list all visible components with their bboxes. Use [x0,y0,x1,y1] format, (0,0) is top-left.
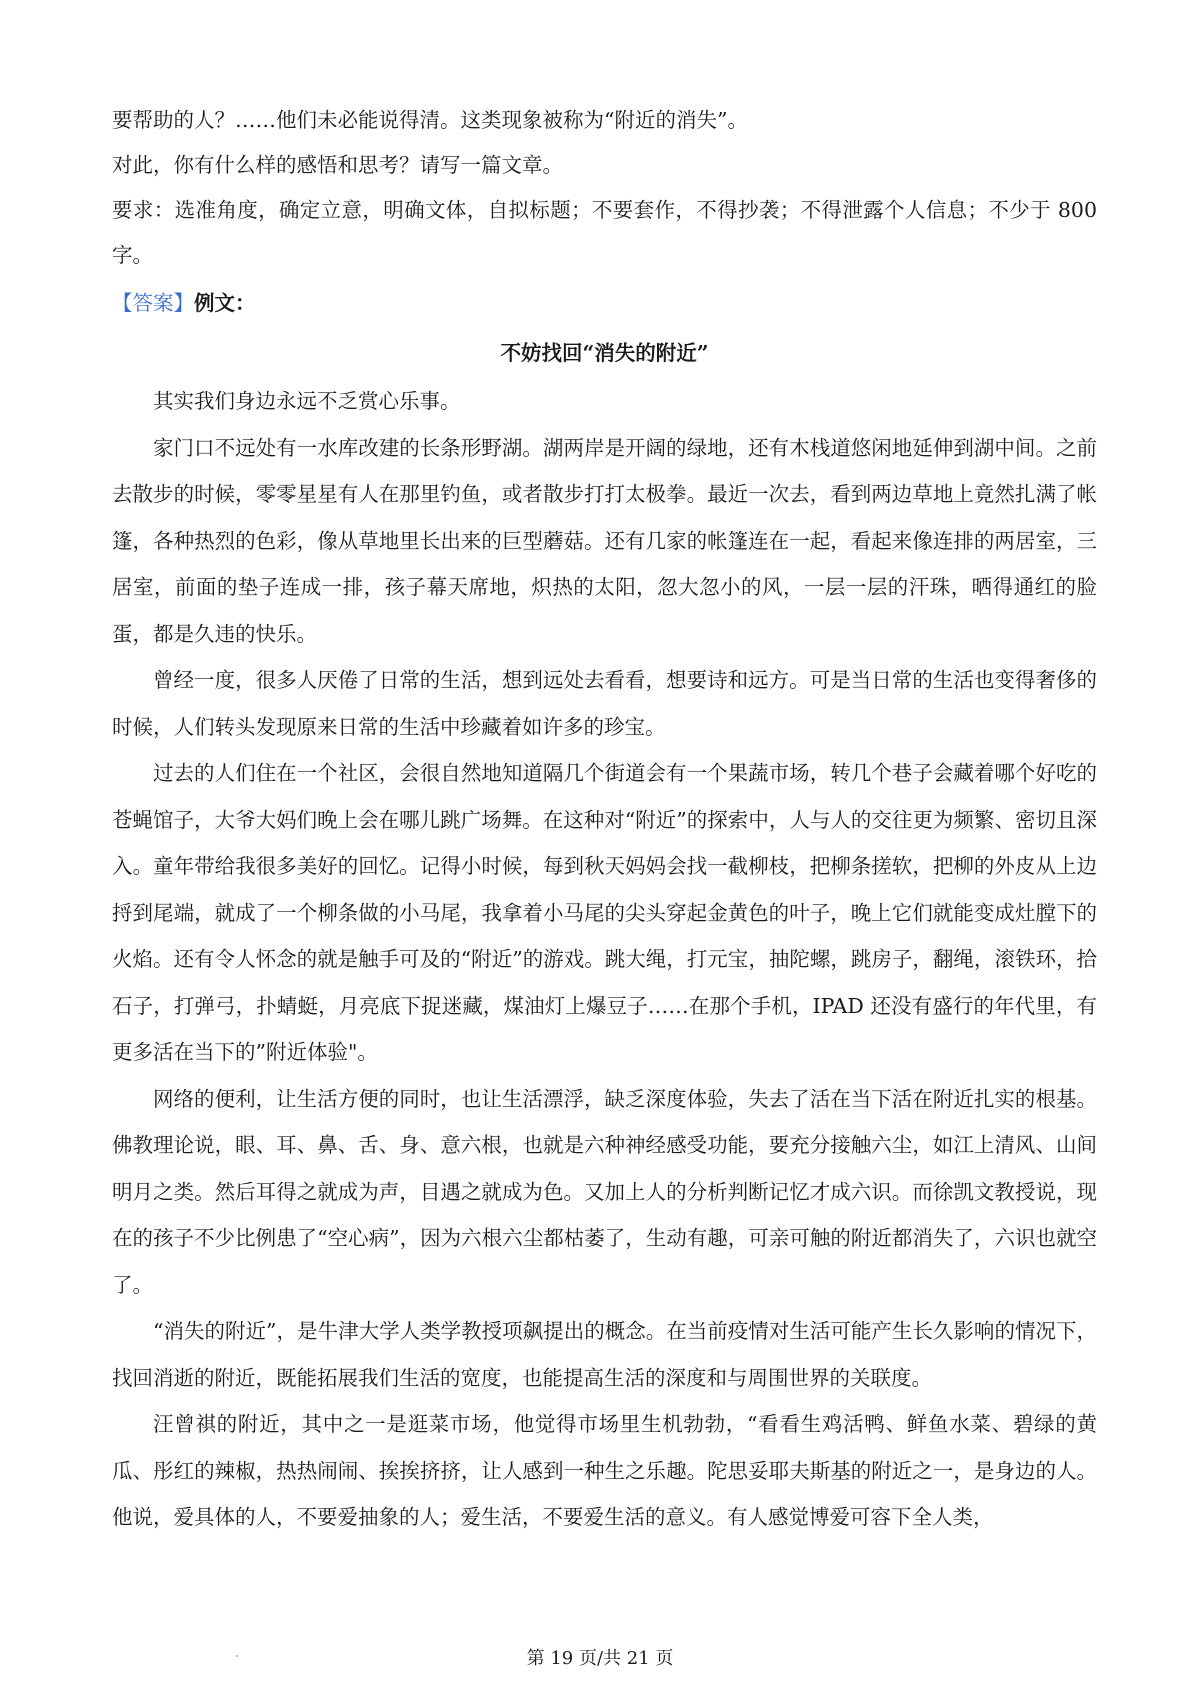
essay-paragraph-5: 网络的便利，让生活方便的同时，也让生活漂浮，缺乏深度体验，失去了活在当下活在附近扎实的根基。佛教理论说，眼、耳、鼻、舌、身、意六根，也就是六种神经感受功能，要充分接触六尘，如江上清风、山间明月之类。然后耳得之就成为声，目遇之就成为色。又加上人的分析判断记忆才成六识。而徐凯文教授说，现在的孩子不少比例患了“空心病”，因为六根六尘都枯萎了，生动有趣，可亲可触的附近都消失了，六识也就空了。 [112,1086,1097,1297]
essay-paragraph-1: 其实我们身边永远不乏赏心乐事。 [153,389,461,413]
prompt-requirements: 要求：选准角度，确定立意，明确文体，自拟标题；不要套作，不得抄袭；不得泄露个人信息；不少于 800 字。 [112,198,1097,267]
essay-paragraph-2: 家门口不远处有一水库改建的长条形野湖。湖两岸是开阔的绿地，还有木栈道悠闲地延伸到湖中间。之前去散步的时候，零零星星有人在那里钓鱼，或者散步打打太极拳。最近一次去，看到两边草地上竟然扎满了帐篷，各种热烈的色彩，像从草地里长出来的巨型蘑菇。还有几家的帐篷连在一起，看起来像连排的两居室，三居室，前面的垫子连成一排，孩子幕天席地，炽热的太阳，忽大忽小的风，一层一层的汗珠，晒得通红的脸蛋，都是久违的快乐。 [112,435,1097,646]
answer-heading [112,278,1097,328]
essay-paragraph-3: 曾经一度，很多人厌倦了日常的生活，想到远处去看看，想要诗和远方。可是当日常的生活也变得奢侈的时候，人们转头发现原来日常的生活中珍藏着如许多的珍宝。 [112,668,1097,739]
essay-paragraph-6: “消失的附近”，是牛津大学人类学教授项飙提出的概念。在当前疫情对生活可能产生长久影响的情况下，找回消逝的附近，既能拓展我们生活的宽度，也能提高生活的深度和与周围世界的关联度。 [112,1319,1097,1390]
page-content [112,98,1097,1541]
page-number: 第 19 页/共 21 页 [526,1648,674,1669]
prompt-line-2: 对此，你有什么样的感悟和思考？请写一篇文章。 [112,153,563,177]
essay-paragraph-4: 过去的人们住在一个社区，会很自然地知道隔几个街道会有一个果蔬市场，转几个巷子会藏着哪个好吃的苍蝇馆子，大爷大妈们晚上会在哪儿跳广场舞。在这种对“附近”的探索中，人与人的交往更为频繁、密切且深入。童年带给我很多美好的回忆。记得小时候，每到秋天妈妈会找一截柳枝，把柳条搓软，把柳的外皮从上边捋到尾端，就成了一个柳条做的小马尾，我拿着小马尾的尖头穿起金黄色的叶子，晚上它们就能变成灶膛下的火焰。还有令人怀念的就是触手可及的“附近”的游戏。跳大绳，打元宝，抽陀螺，跳房子，翻绳，滚铁环，拾石子，打弹弓，扑蜻蜓，月亮底下捉迷藏，煤油灯上爆豆子……在那个手机，IPAD 还没有盛行的年代里，有更多活在当下的”附近体验"。 [112,761,1097,1064]
essay-paragraph-7: 汪曾祺的附近，其中之一是逛菜市场，他觉得市场里生机勃勃，“看看生鸡活鸭、鲜鱼水菜、碧绿的黄瓜、彤红的辣椒，热热闹闹、挨挨挤挤，让人感到一种生之乐趣。陀思妥耶夫斯基的附近之一，是身边的人。他说，爱具体的人，不要爱抽象的人；爱生活，不要爱生活的意义。有人感觉博爱可容下全人类， [112,1412,1097,1529]
essay-title: 不妨找回“消失的附近” [500,341,709,365]
answer-label: 例文： [194,291,256,315]
answer-tag: 【答案】 [112,291,194,315]
prompt-line-1: 要帮助的人？……他们未必能说得清。这类现象被称为“附近的消失”。 [112,108,748,132]
